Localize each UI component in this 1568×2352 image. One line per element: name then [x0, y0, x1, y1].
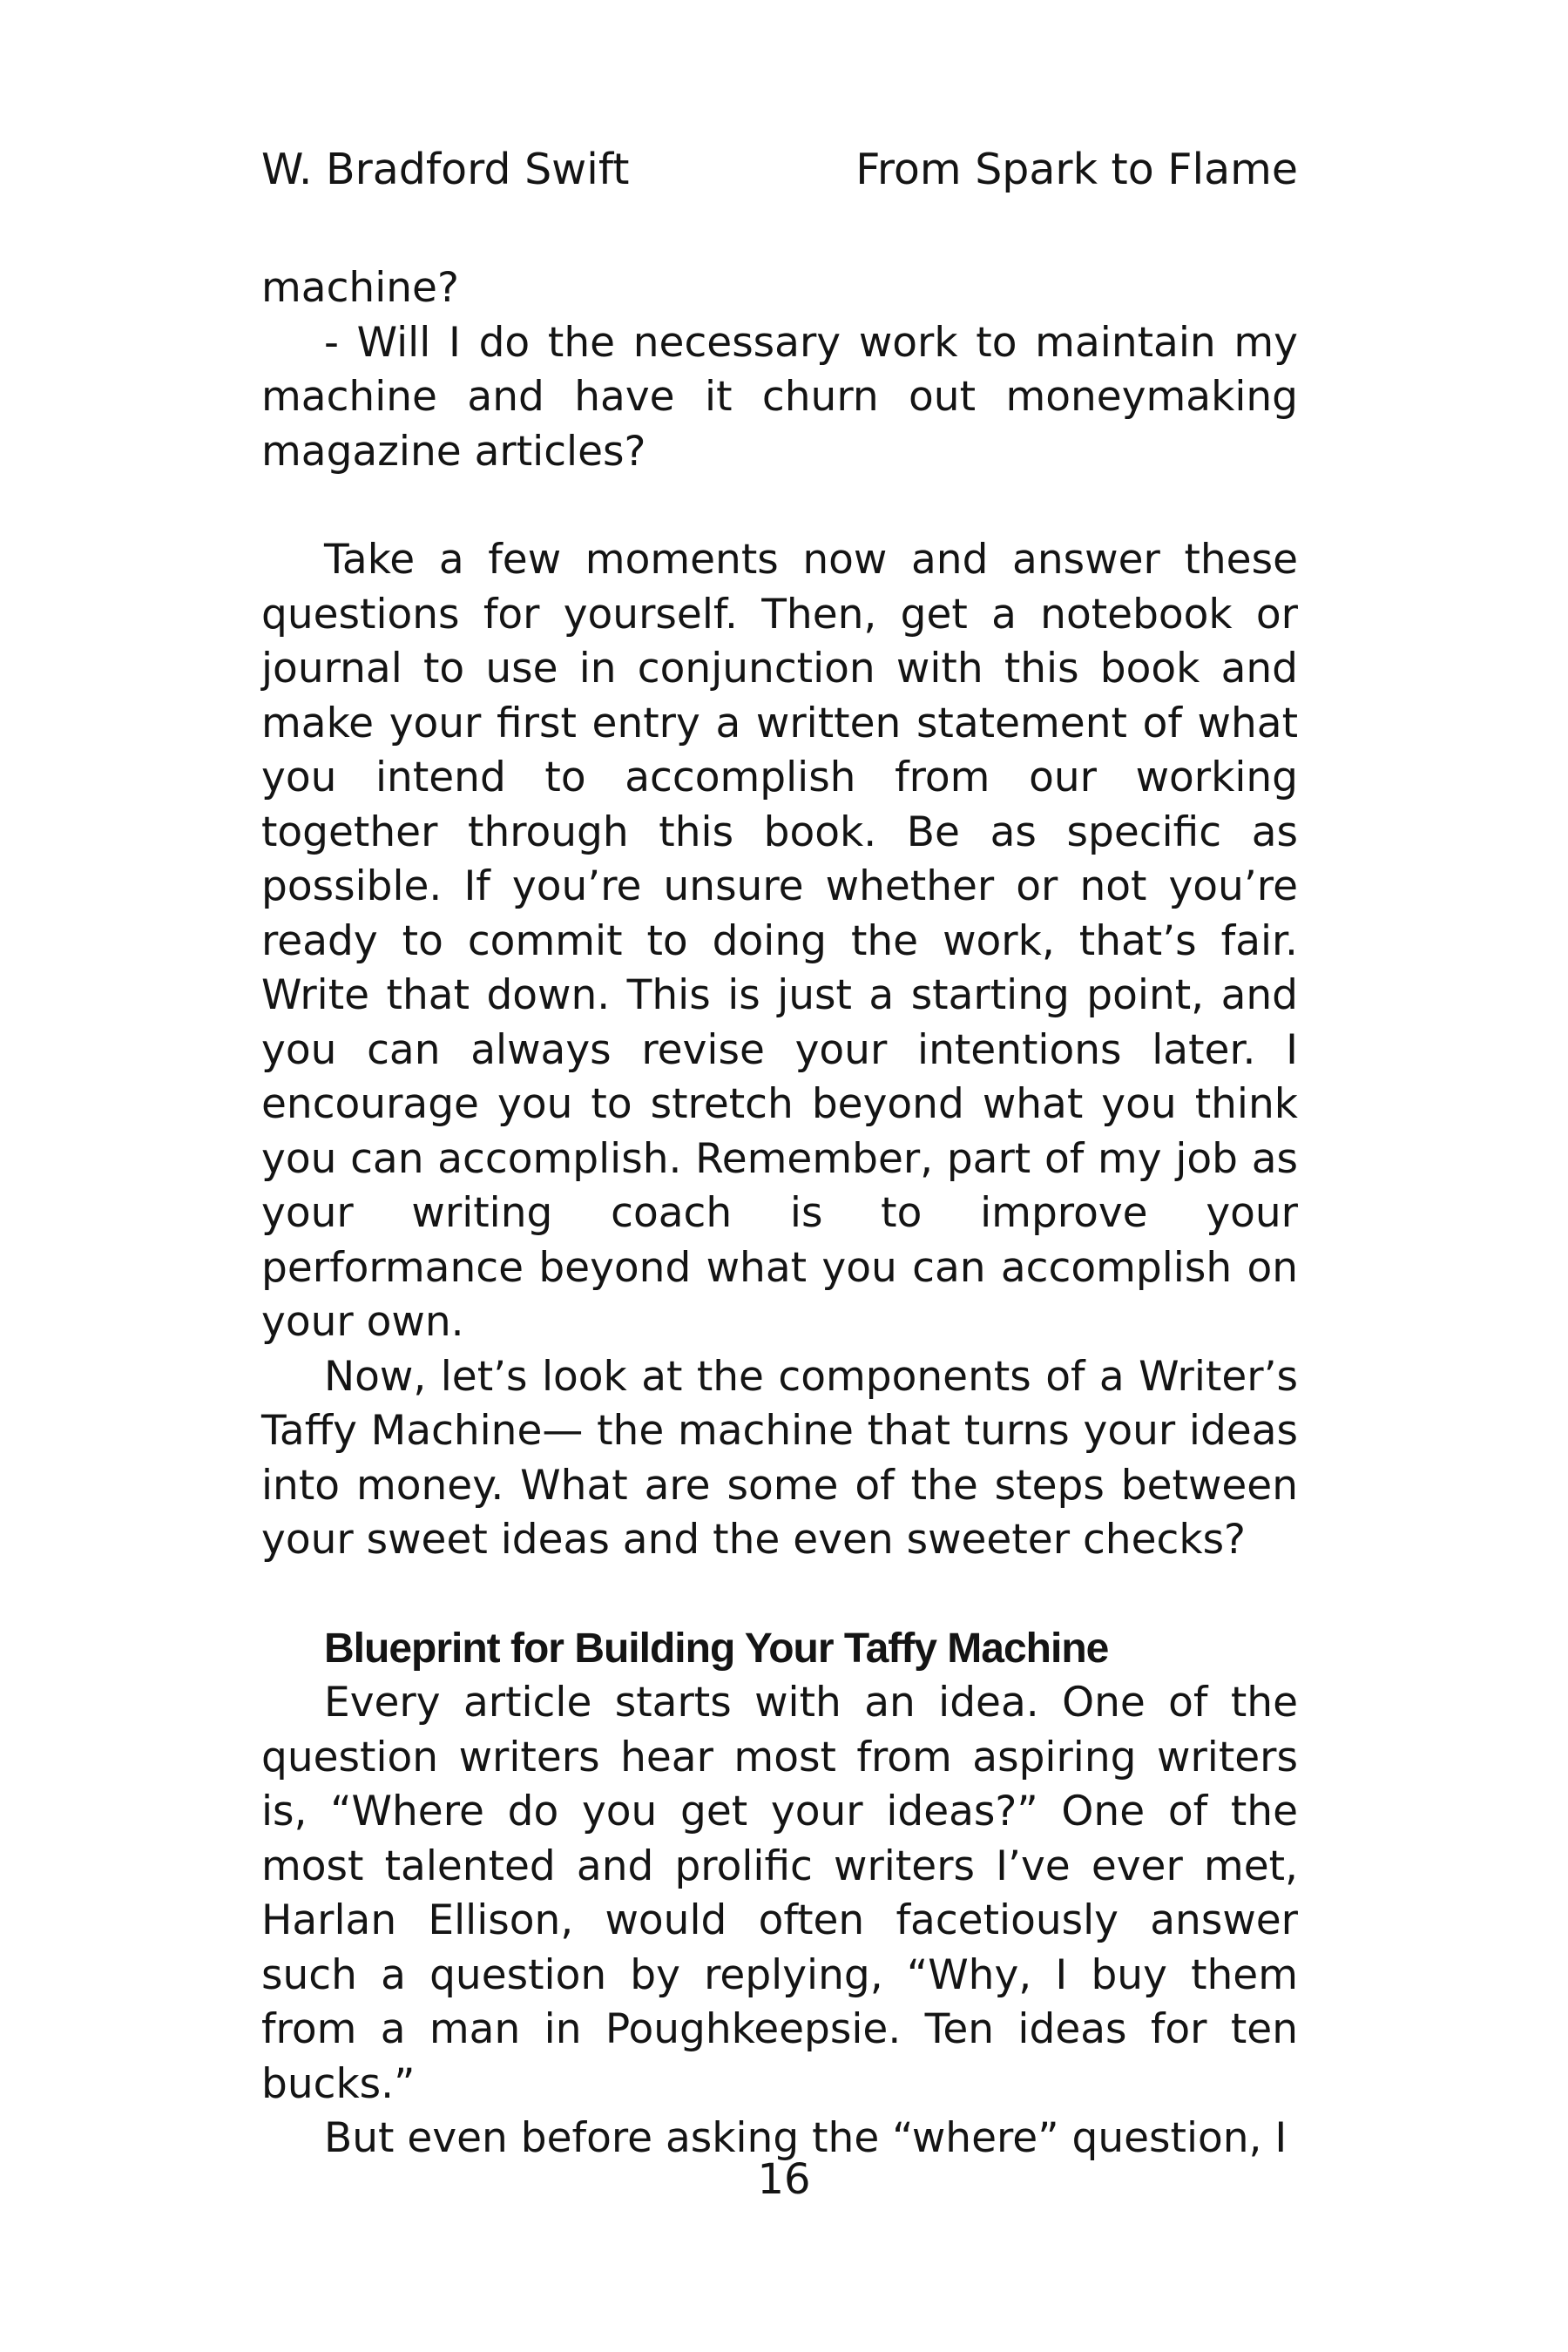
paragraph-intentions: Take a few moments now and answer these questions for yourself. Then, get a notebook or journal to use in conjunction with this book and make your first entry a written statement of what you intend to accomplish from our working together through this book. Be as specific as possible. If you’re unsure whether or not you’re ready to commit to doing the work, that’s fair. Write that down. This is just a starting point, and you can always revise your intentions later. I encourage you to stretch beyond what you think you can accomplish. Remember, part of my job as your writing coach is to improve your performance beyond what you can accomplish on your own. [261, 536, 1298, 1346]
body-text [261, 261, 1298, 2166]
book-title: From Spark to Flame [855, 145, 1298, 194]
paragraph-continued: machine? [261, 264, 459, 312]
paragraph-taffy-machine: Now, let’s look at the components of a Writer’s Taffy Machine— the machine that turns your ideas into money. What are some of the steps between your sweet ideas and the even sweeter checks? [261, 1352, 1298, 1564]
question-list-item: - Will I do the necessary work to maintain my machine and have it churn out moneymaking magazine articles? [261, 318, 1298, 476]
paragraph-where-question: But even before asking the “where” question, I [324, 2114, 1288, 2162]
author-name: W. Bradford Swift [261, 145, 630, 194]
running-header [261, 139, 1298, 200]
section-heading: Blueprint for Building Your Taffy Machine [324, 1625, 1109, 1672]
section-spacer [261, 1568, 1298, 1622]
paragraph-ideas: Every article starts with an idea. One of the question writers hear most from aspiring writers is, “Where do you get your ideas?” One of the most talented and prolific writers I’ve ever met, Harlan Ellison, would often facetiously answer such a question by replying, “Why, I buy them from a man in Poughkeepsie. Ten ideas for ten bucks.” [261, 1679, 1298, 2108]
page-number: 16 [757, 2155, 811, 2204]
paragraph-spacer [261, 479, 1298, 533]
